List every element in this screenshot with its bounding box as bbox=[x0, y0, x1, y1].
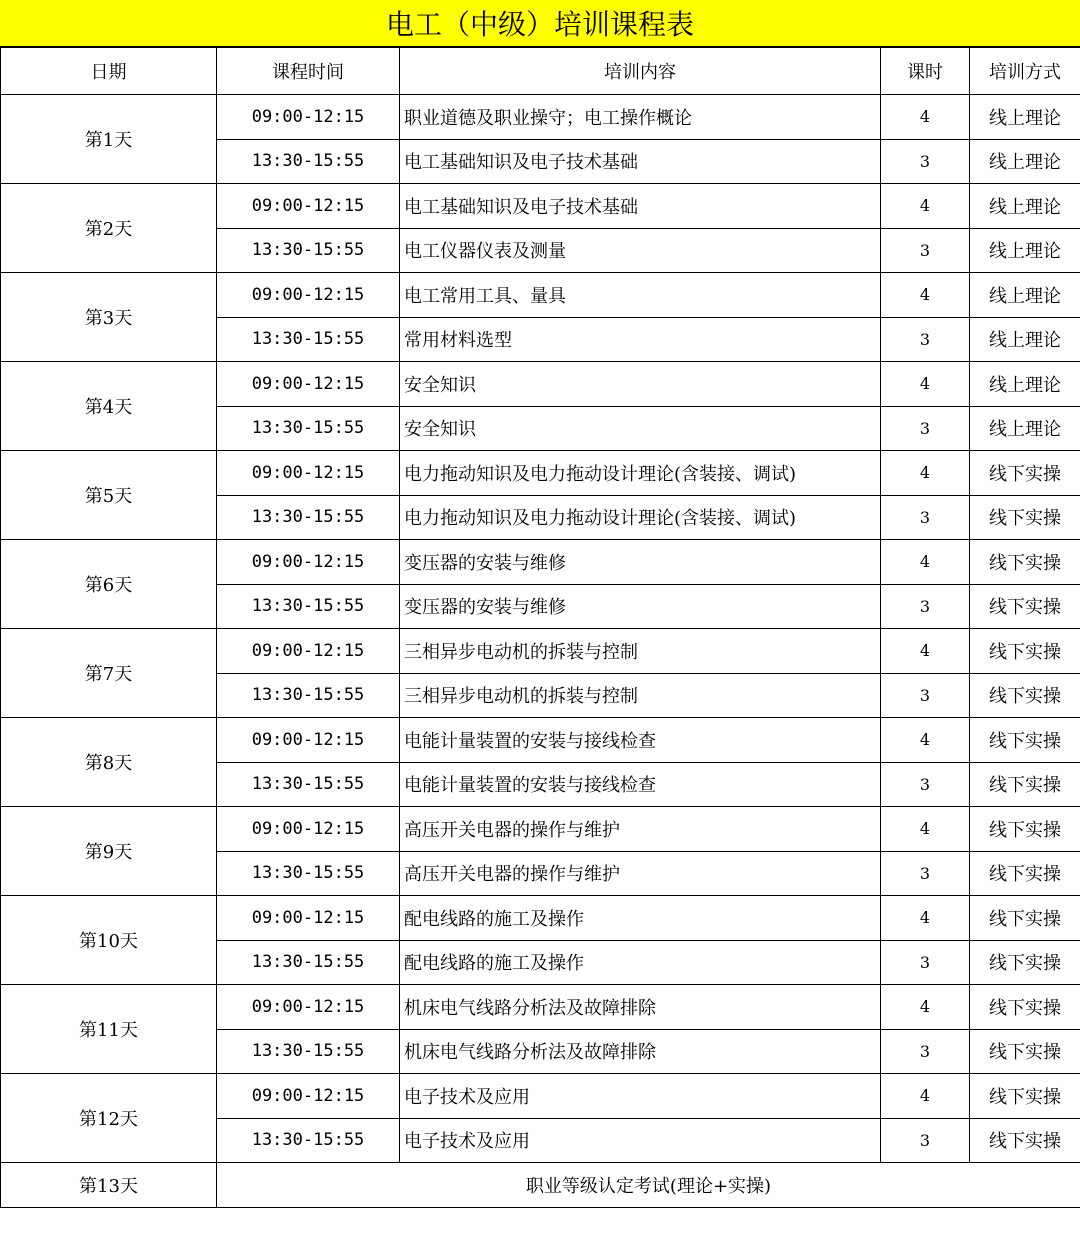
mode-cell: 线下实操 bbox=[970, 1029, 1080, 1074]
content-cell: 电力拖动知识及电力拖动设计理论(含装接、调试) bbox=[400, 495, 881, 540]
hours-cell: 4 bbox=[881, 718, 970, 763]
hours-cell: 3 bbox=[881, 673, 970, 718]
mode-cell: 线下实操 bbox=[970, 718, 1080, 763]
day-cell: 第1天 bbox=[1, 95, 217, 184]
mode-cell: 线上理论 bbox=[970, 317, 1080, 362]
hours-cell: 3 bbox=[881, 495, 970, 540]
day-cell: 第9天 bbox=[1, 807, 217, 896]
time-cell: 09:00-12:15 bbox=[217, 807, 400, 852]
mode-cell: 线下实操 bbox=[970, 1074, 1080, 1119]
mode-cell: 线下实操 bbox=[970, 985, 1080, 1030]
mode-cell: 线下实操 bbox=[970, 896, 1080, 941]
hours-cell: 4 bbox=[881, 629, 970, 674]
hours-cell: 4 bbox=[881, 362, 970, 407]
time-cell: 09:00-12:15 bbox=[217, 896, 400, 941]
day-cell: 第10天 bbox=[1, 896, 217, 985]
content-cell: 安全知识 bbox=[400, 362, 881, 407]
mode-cell: 线下实操 bbox=[970, 807, 1080, 852]
mode-cell: 线下实操 bbox=[970, 762, 1080, 807]
exam-day-cell: 第13天 bbox=[1, 1163, 217, 1208]
time-cell: 13:30-15:55 bbox=[217, 317, 400, 362]
hours-cell: 3 bbox=[881, 1118, 970, 1163]
schedule-body bbox=[1, 95, 1080, 1208]
table-row bbox=[1, 451, 1080, 496]
mode-cell: 线下实操 bbox=[970, 451, 1080, 496]
hours-cell: 3 bbox=[881, 584, 970, 629]
hours-cell: 3 bbox=[881, 762, 970, 807]
content-cell: 配电线路的施工及操作 bbox=[400, 896, 881, 941]
day-cell: 第8天 bbox=[1, 718, 217, 807]
table-row bbox=[1, 985, 1080, 1030]
day-cell: 第4天 bbox=[1, 362, 217, 451]
page-title: 电工（中级）培训课程表 bbox=[0, 0, 1080, 47]
content-cell: 电子技术及应用 bbox=[400, 1074, 881, 1119]
content-cell: 机床电气线路分析法及故障排除 bbox=[400, 1029, 881, 1074]
content-cell: 电工基础知识及电子技术基础 bbox=[400, 139, 881, 184]
mode-cell: 线下实操 bbox=[970, 940, 1080, 985]
exam-content-cell: 职业等级认定考试(理论+实操) bbox=[217, 1163, 1080, 1208]
table-row bbox=[1, 896, 1080, 941]
header-row bbox=[1, 48, 1080, 95]
hours-cell: 4 bbox=[881, 184, 970, 229]
mode-cell: 线下实操 bbox=[970, 1118, 1080, 1163]
hours-cell: 4 bbox=[881, 807, 970, 852]
time-cell: 09:00-12:15 bbox=[217, 95, 400, 140]
day-cell: 第5天 bbox=[1, 451, 217, 540]
hours-cell: 3 bbox=[881, 228, 970, 273]
content-cell: 电能计量装置的安装与接线检查 bbox=[400, 762, 881, 807]
time-cell: 13:30-15:55 bbox=[217, 851, 400, 896]
content-cell: 电能计量装置的安装与接线检查 bbox=[400, 718, 881, 763]
hours-cell: 4 bbox=[881, 1074, 970, 1119]
content-cell: 高压开关电器的操作与维护 bbox=[400, 807, 881, 852]
exam-row bbox=[1, 1163, 1080, 1208]
day-cell: 第11天 bbox=[1, 985, 217, 1074]
schedule-table bbox=[0, 47, 1080, 1208]
header-time: 课程时间 bbox=[217, 48, 400, 95]
content-cell: 电工仪器仪表及测量 bbox=[400, 228, 881, 273]
mode-cell: 线下实操 bbox=[970, 584, 1080, 629]
day-cell: 第6天 bbox=[1, 540, 217, 629]
hours-cell: 4 bbox=[881, 540, 970, 585]
table-row bbox=[1, 1074, 1080, 1119]
hours-cell: 4 bbox=[881, 95, 970, 140]
time-cell: 09:00-12:15 bbox=[217, 184, 400, 229]
hours-cell: 3 bbox=[881, 851, 970, 896]
content-cell: 电子技术及应用 bbox=[400, 1118, 881, 1163]
table-row bbox=[1, 718, 1080, 763]
hours-cell: 4 bbox=[881, 273, 970, 318]
mode-cell: 线上理论 bbox=[970, 228, 1080, 273]
hours-cell: 4 bbox=[881, 896, 970, 941]
time-cell: 13:30-15:55 bbox=[217, 1118, 400, 1163]
table-row bbox=[1, 807, 1080, 852]
hours-cell: 3 bbox=[881, 139, 970, 184]
mode-cell: 线上理论 bbox=[970, 95, 1080, 140]
day-cell: 第3天 bbox=[1, 273, 217, 362]
header-date: 日期 bbox=[1, 48, 217, 95]
table-row bbox=[1, 362, 1080, 407]
hours-cell: 4 bbox=[881, 985, 970, 1030]
header-mode: 培训方式 bbox=[970, 48, 1080, 95]
time-cell: 13:30-15:55 bbox=[217, 762, 400, 807]
mode-cell: 线上理论 bbox=[970, 273, 1080, 318]
time-cell: 13:30-15:55 bbox=[217, 139, 400, 184]
time-cell: 13:30-15:55 bbox=[217, 495, 400, 540]
table-row bbox=[1, 629, 1080, 674]
time-cell: 09:00-12:15 bbox=[217, 1074, 400, 1119]
time-cell: 13:30-15:55 bbox=[217, 584, 400, 629]
time-cell: 13:30-15:55 bbox=[217, 406, 400, 451]
hours-cell: 4 bbox=[881, 451, 970, 496]
time-cell: 09:00-12:15 bbox=[217, 362, 400, 407]
mode-cell: 线下实操 bbox=[970, 540, 1080, 585]
time-cell: 09:00-12:15 bbox=[217, 718, 400, 763]
mode-cell: 线上理论 bbox=[970, 406, 1080, 451]
time-cell: 13:30-15:55 bbox=[217, 1029, 400, 1074]
time-cell: 09:00-12:15 bbox=[217, 451, 400, 496]
time-cell: 09:00-12:15 bbox=[217, 273, 400, 318]
table-row bbox=[1, 95, 1080, 140]
mode-cell: 线上理论 bbox=[970, 362, 1080, 407]
content-cell: 配电线路的施工及操作 bbox=[400, 940, 881, 985]
content-cell: 变压器的安装与维修 bbox=[400, 584, 881, 629]
header-hours: 课时 bbox=[881, 48, 970, 95]
mode-cell: 线下实操 bbox=[970, 673, 1080, 718]
hours-cell: 3 bbox=[881, 406, 970, 451]
hours-cell: 3 bbox=[881, 317, 970, 362]
time-cell: 09:00-12:15 bbox=[217, 540, 400, 585]
content-cell: 电力拖动知识及电力拖动设计理论(含装接、调试) bbox=[400, 451, 881, 496]
time-cell: 13:30-15:55 bbox=[217, 940, 400, 985]
content-cell: 三相异步电动机的拆装与控制 bbox=[400, 629, 881, 674]
content-cell: 电工常用工具、量具 bbox=[400, 273, 881, 318]
content-cell: 安全知识 bbox=[400, 406, 881, 451]
content-cell: 变压器的安装与维修 bbox=[400, 540, 881, 585]
content-cell: 三相异步电动机的拆装与控制 bbox=[400, 673, 881, 718]
mode-cell: 线下实操 bbox=[970, 495, 1080, 540]
content-cell: 电工基础知识及电子技术基础 bbox=[400, 184, 881, 229]
table-row bbox=[1, 273, 1080, 318]
time-cell: 13:30-15:55 bbox=[217, 673, 400, 718]
time-cell: 09:00-12:15 bbox=[217, 985, 400, 1030]
mode-cell: 线下实操 bbox=[970, 629, 1080, 674]
content-cell: 高压开关电器的操作与维护 bbox=[400, 851, 881, 896]
hours-cell: 3 bbox=[881, 1029, 970, 1074]
hours-cell: 3 bbox=[881, 940, 970, 985]
content-cell: 常用材料选型 bbox=[400, 317, 881, 362]
table-row bbox=[1, 540, 1080, 585]
mode-cell: 线下实操 bbox=[970, 851, 1080, 896]
time-cell: 09:00-12:15 bbox=[217, 629, 400, 674]
day-cell: 第2天 bbox=[1, 184, 217, 273]
table-row bbox=[1, 184, 1080, 229]
mode-cell: 线上理论 bbox=[970, 184, 1080, 229]
day-cell: 第12天 bbox=[1, 1074, 217, 1163]
content-cell: 机床电气线路分析法及故障排除 bbox=[400, 985, 881, 1030]
header-content: 培训内容 bbox=[400, 48, 881, 95]
time-cell: 13:30-15:55 bbox=[217, 228, 400, 273]
mode-cell: 线上理论 bbox=[970, 139, 1080, 184]
day-cell: 第7天 bbox=[1, 629, 217, 718]
content-cell: 职业道德及职业操守；电工操作概论 bbox=[400, 95, 881, 140]
